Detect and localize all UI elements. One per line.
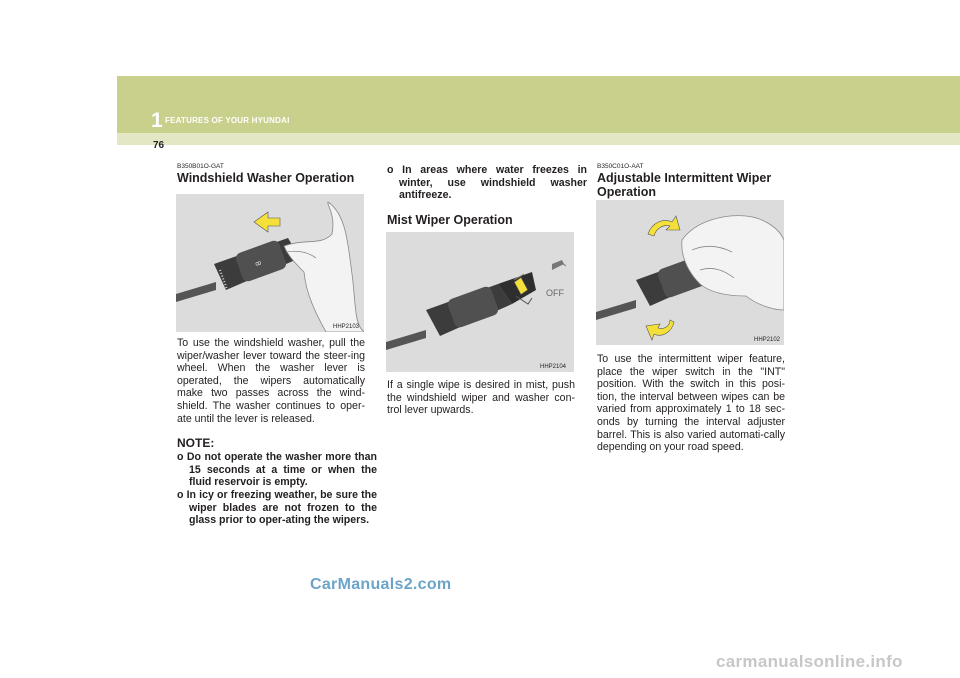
chapter-title: FEATURES OF YOUR HYUNDAI (165, 116, 290, 125)
page-number: 76 (153, 140, 165, 151)
figure-label-mist: HHP2104 (540, 364, 567, 370)
figure-label-washer: HHP2103 (333, 324, 360, 330)
body-mist: If a single wipe is desired in mist, push the windshield wiper and washer con-trol lever upwards. (387, 379, 575, 417)
note-item-1: o Do not operate the washer more than 15 seconds at a time or when the fluid reservoir is empty. (177, 451, 377, 489)
heading-washer: Windshield Washer Operation (177, 171, 355, 185)
washer-illustration (176, 194, 364, 332)
antifreeze-bullet: o In areas where water freezes in winter, use windshield washer antifreeze. (387, 164, 587, 202)
svg-text:ꝏ: ꝏ (254, 260, 263, 268)
section-code-intermittent: B350C01O-AAT (597, 163, 644, 170)
note-item-2: o In icy or freezing weather, be sure the wiper blades are not frozen to the glass prior to oper-ating the wipers. (177, 489, 377, 527)
watermark-carmanuals2[interactable]: CarManuals2.com (310, 576, 452, 593)
header-band-light (117, 133, 960, 145)
section-code-washer: B350B01O-GAT (177, 163, 224, 170)
figure-washer (176, 194, 364, 332)
body-washer: To use the windshield washer, pull the wiper/washer lever toward the steer-ing wheel. When the washer lever is operated, the wipers automatically make two passes across the wind-shield. The washer continues to oper-ate until the lever is released. (177, 337, 365, 425)
heading-intermittent: Adjustable Intermittent Wiper Operation (597, 171, 772, 199)
body-intermittent: To use the intermittent wiper feature, place the wiper switch in the "INT" position. With the switch in this posi-tion, the interval between wipes can be varied from approximately 1 to 18 sec-onds by turning the interval adjuster barrel. This is also varied automati-cally depending on your road speed. (597, 353, 785, 454)
off-label: OFF (546, 288, 564, 298)
figure-mist (386, 232, 574, 372)
watermark-carmanualsonline[interactable]: carmanualsonline.info (716, 652, 903, 671)
note-title: NOTE: (177, 436, 215, 450)
figure-label-intermittent: HHP2102 (754, 337, 781, 343)
mist-illustration (386, 232, 574, 372)
figure-intermittent (596, 200, 784, 345)
heading-mist: Mist Wiper Operation (387, 213, 513, 227)
chapter-number: 1 (151, 109, 163, 132)
intermittent-illustration (596, 200, 784, 345)
